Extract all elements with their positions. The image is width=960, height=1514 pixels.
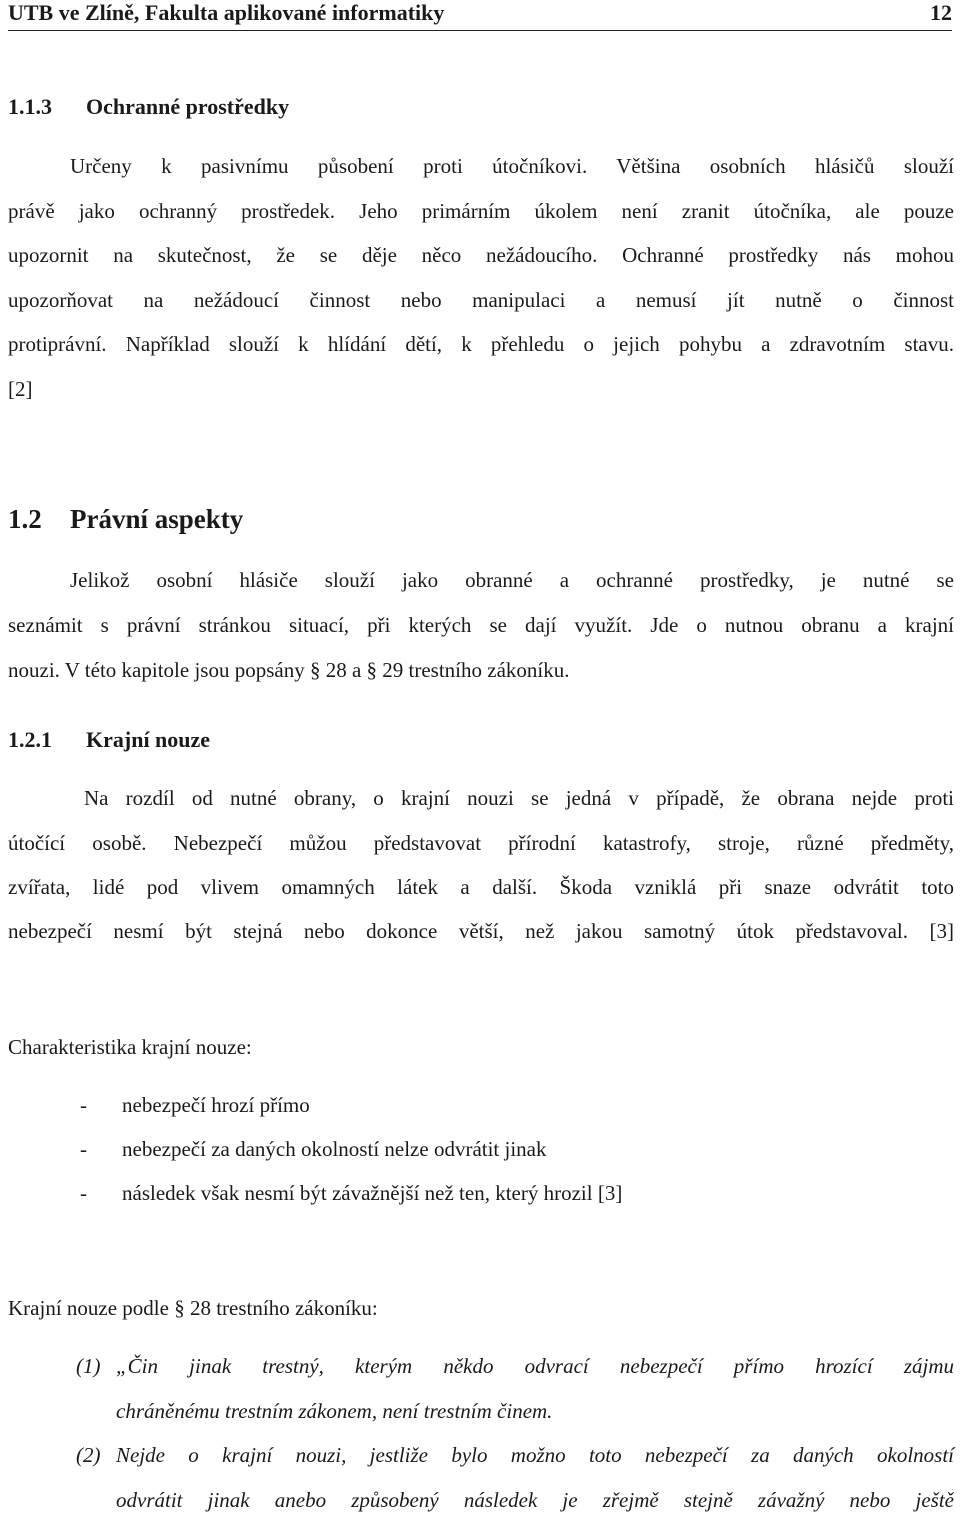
list-item [0, 1180, 960, 1206]
list-item-text: nebezpečí hrozí přímo [122, 1093, 310, 1117]
list-label: Charakteristika krajní nouze: [8, 1035, 252, 1059]
paragraph-line: seznámit s právní stránkou situací, při kterých se dají využít. Jde o nutnou obranu a krajní [8, 613, 954, 637]
dash-bullet-icon: - [80, 1181, 87, 1205]
paragraph-line: upozornit na skutečnost, že se děje něco nežádoucího. Ochranné prostředky nás mohou [8, 243, 954, 267]
paragraph-text: 28 a [325, 658, 362, 682]
law-label [8, 1295, 378, 1321]
dash-bullet-icon: - [80, 1137, 87, 1161]
paragraph-line: Na rozdíl od nutné obrany, o krajní nouzi se jedná v případě, že obrana nejde proti [84, 786, 954, 810]
section-1-1-3-heading [8, 94, 289, 120]
law-item-number: (2) [76, 1443, 101, 1467]
section-sign-icon: § [174, 1296, 185, 1320]
page-number: 12 [930, 0, 952, 25]
law-item-number: (1) [76, 1354, 101, 1378]
paragraph-line: nebezpečí nesmí být stejná nebo dokonce větší, než jakou samotný útok představoval. [3] [8, 919, 954, 943]
law-label-text: Krajní nouze podle [8, 1296, 169, 1320]
section-number: 1.2.1 [8, 727, 52, 752]
paragraph-line: Určeny k pasivnímu působení proti útočníkovi. Většina osobních hlásičů slouží [70, 154, 954, 178]
law-item-line: chráněnému trestním zákonem, není trestním činem. [116, 1399, 553, 1423]
header-title: UTB ve Zlíně, Fakulta aplikované informatiky [8, 0, 445, 25]
list-item [0, 1136, 960, 1162]
paragraph-line: Jelikož osobní hlásiče slouží jako obranné a ochranné prostředky, je nutné se [70, 568, 954, 592]
section-title: Právní aspekty [70, 504, 244, 534]
section-title: Ochranné prostředky [86, 94, 290, 119]
law-item-line: „Čin jinak trestný, kterým někdo odvrací nebezpečí přímo hrozící zájmu [116, 1354, 954, 1378]
paragraph-line: upozorňovat na nežádoucí činnost nebo manipulaci a nemusí jít nutně o činnost [8, 288, 954, 312]
paragraph-text: 29 trestního zákoníku. [382, 658, 570, 682]
list-item-text: následek však nesmí být závažnější než ten, který hrozil [3] [122, 1181, 623, 1205]
paragraph-text: nouzi. V této kapitole jsou popsány [8, 658, 305, 682]
list-item-text: nebezpečí za daných okolností nelze odvrátit jinak [122, 1137, 547, 1161]
paragraph-line [8, 657, 570, 683]
section-number: 1.2 [8, 504, 42, 534]
paragraph-line: útočící osobě. Nebezpečí můžou představovat přírodní katastrofy, stroje, různé předměty, [8, 831, 954, 855]
section-number: 1.1.3 [8, 94, 52, 119]
page-header [8, 0, 952, 31]
dash-bullet-icon: - [80, 1093, 87, 1117]
law-item-line: Nejde o krajní nouzi, jestliže bylo možno toto nebezpečí za daných okolností [116, 1443, 954, 1467]
section-sign-icon: § [366, 658, 378, 682]
section-title: Krajní nouze [86, 727, 211, 752]
section-1-2-1-heading [8, 727, 210, 753]
citation: [2] [8, 377, 33, 401]
paragraph-line: zvířata, lidé pod vlivem omamných látek a další. Škoda vzniklá při snaze odvrátit toto [8, 875, 954, 899]
list-item [0, 1092, 960, 1118]
section-sign-icon: § [309, 658, 321, 682]
paragraph-line: protiprávní. Například slouží k hlídání dětí, k přehledu o jejich pohybu a zdravotním stavu. [8, 332, 954, 356]
law-item-line: odvrátit jinak anebo způsobený následek je zřejmě stejně závažný nebo ještě [116, 1488, 954, 1512]
section-1-2-heading [8, 503, 243, 535]
law-label-text: 28 trestního zákoníku: [189, 1296, 378, 1320]
paragraph-line: právě jako ochranný prostředek. Jeho primárním úkolem není zranit útočníka, ale pouze [8, 199, 954, 223]
